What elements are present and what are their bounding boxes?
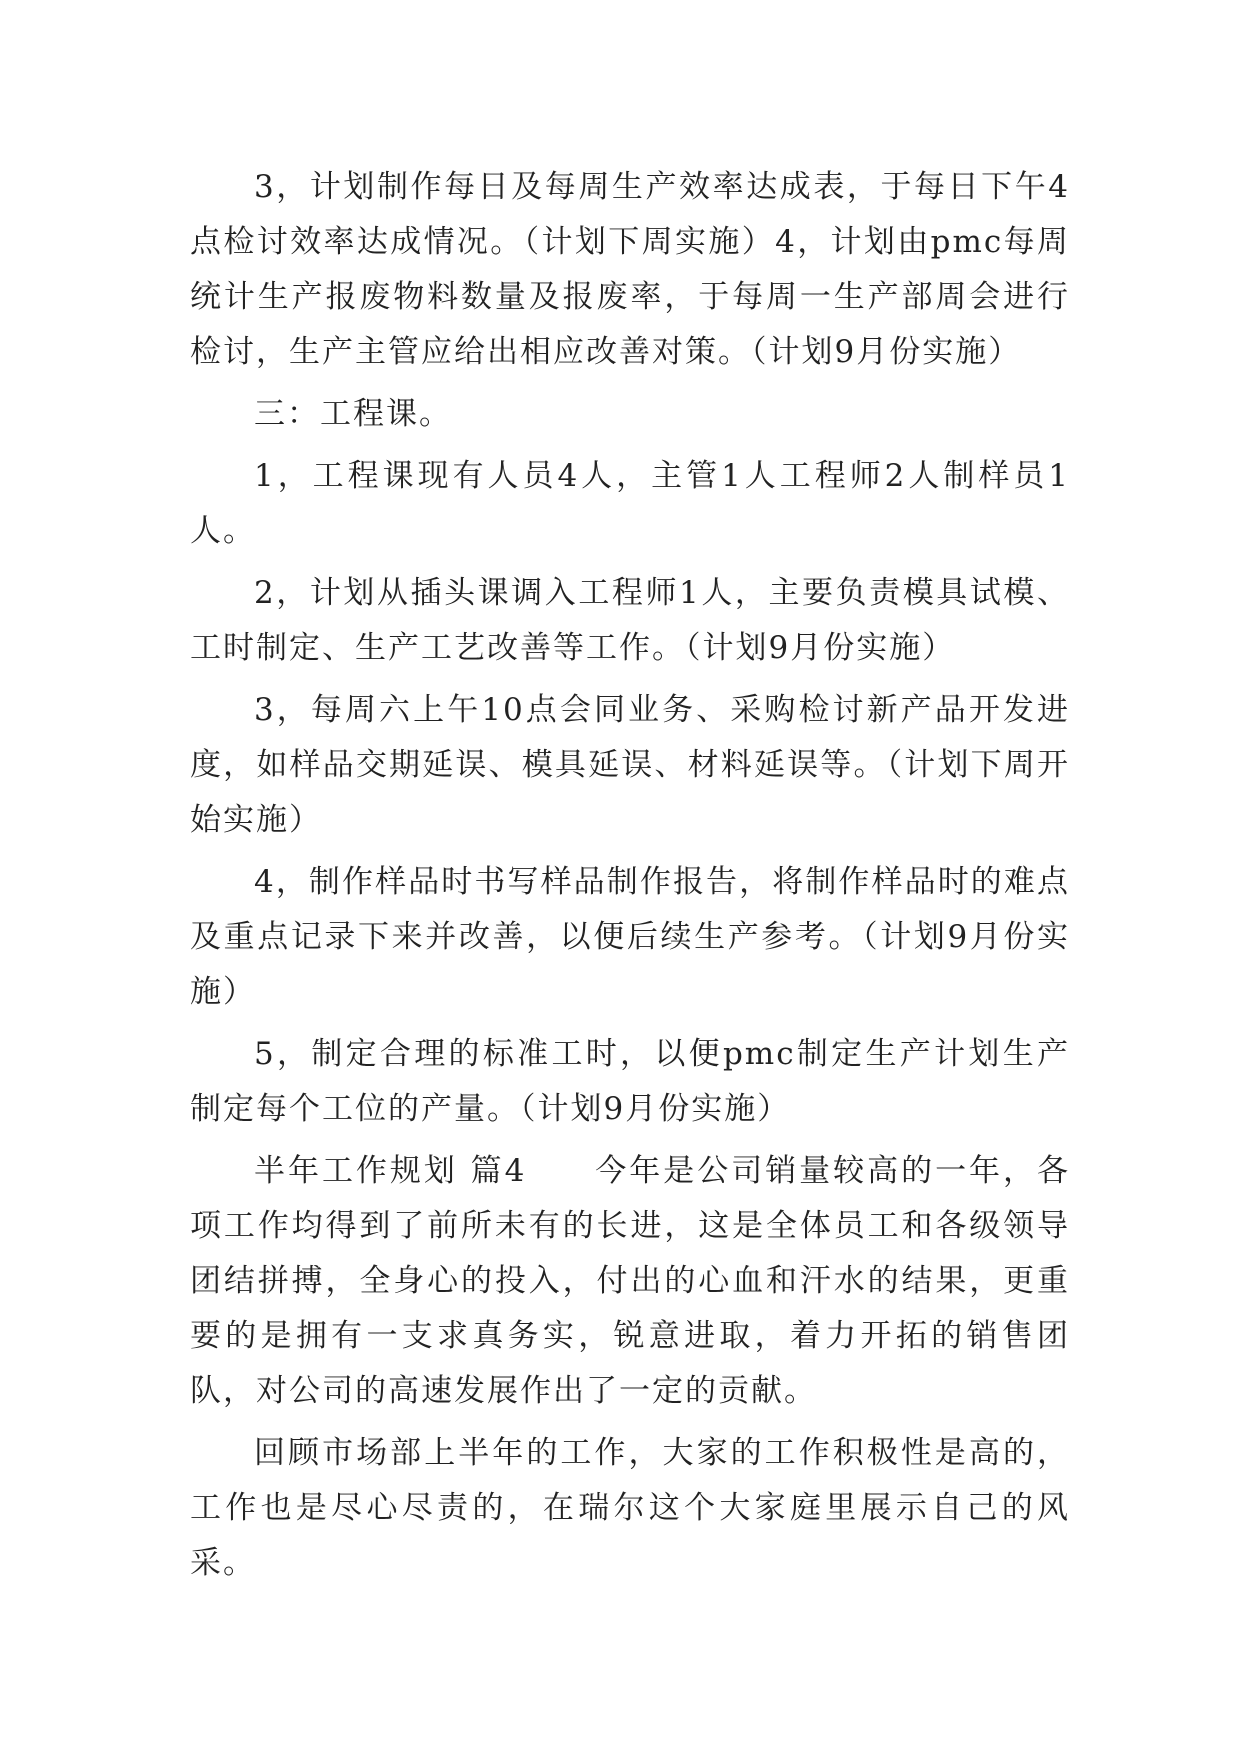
- paragraph-standard-hours: 5，制定合理的标准工时，以便pmc制定生产计划生产制定每个工位的产量。（计划9月份实施）: [190, 1036, 1070, 1127]
- paragraph-market-review: 回顾市场部上半年的工作，大家的工作积极性是高的，工作也是尽心尽责的，在瑞尔这个大家庭里展示自己的风采。: [190, 1435, 1070, 1581]
- document-body: [190, 160, 1070, 1598]
- section-heading-engineering: 三：工程课。: [254, 396, 452, 432]
- paragraph-sample-report: 4，制作样品时书写样品制作报告，将制作样品时的难点及重点记录下来并改善，以便后续生产参考。（计划9月份实施）: [190, 864, 1070, 1010]
- paragraph-weekly-review: 3，每周六上午10点会同业务、采购检讨新产品开发进度，如样品交期延误、模具延误、材料延误等。（计划下周开始实施）: [190, 692, 1070, 838]
- paragraph-half-year-plan: 半年工作规划 篇4 今年是公司销量较高的一年，各项工作均得到了前所未有的长进，这是全体员工和各级领导团结拼搏，全身心的投入，付出的心血和汗水的结果，更重要的是拥有一支求真务实，锐意进取，着力开拓的销售团队，对公司的高速发展作出了一定的贡献。: [190, 1153, 1070, 1409]
- paragraph-production-plan: 3，计划制作每日及每周生产效率达成表，于每日下午4点检讨效率达成情况。（计划下周实施）4，计划由pmc每周统计生产报废物料数量及报废率，于每周一生产部周会进行检讨，生产主管应给出相应改善对策。（计划9月份实施）: [190, 169, 1070, 370]
- paragraph-engineer-transfer: 2，计划从插头课调入工程师1人，主要负责模具试模、工时制定、生产工艺改善等工作。（计划9月份实施）: [190, 575, 1070, 666]
- paragraph-engineering-staff: 1，工程课现有人员4人，主管1人工程师2人制样员1人。: [190, 458, 1070, 549]
